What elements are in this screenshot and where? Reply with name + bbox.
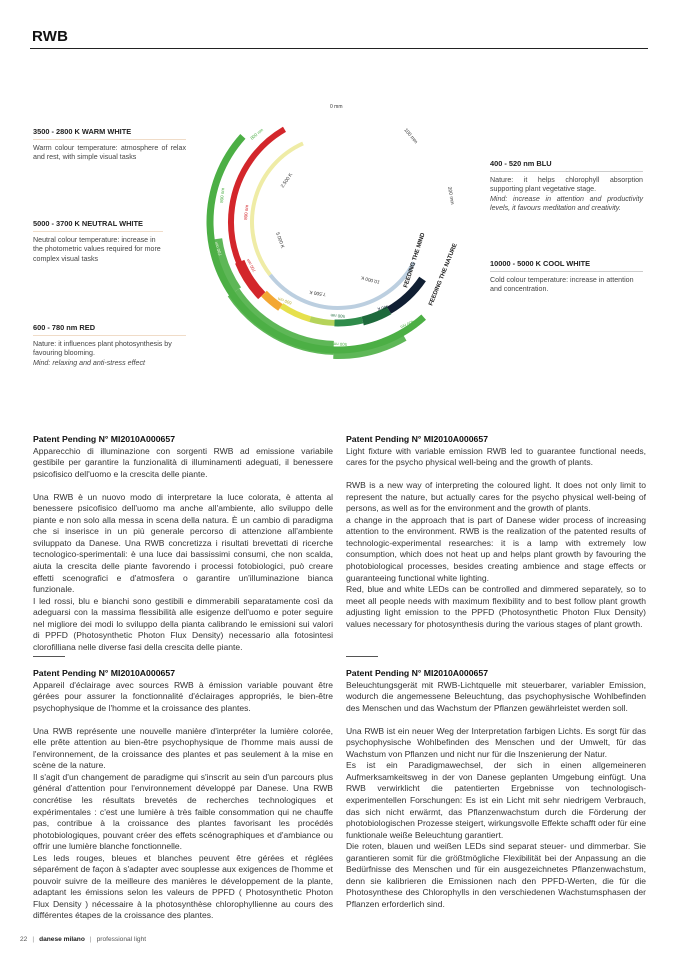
page-title: RWB [32, 28, 69, 45]
label-400k: 400 K [376, 304, 390, 312]
paragraph: Appareil d'éclairage avec sources RWB à émission variable pouvant être gérées pour assurer la fonctionnalité d'éclairages appropriés, le bien-être psychophysique de l'homme et la croissance des plantes. [33, 679, 333, 713]
legend-text: Warm colour temperature: atmosphere of relax and rest, with simple visual tasks [33, 144, 186, 162]
feeding-the-nature-label: FEEDING THE NATURE [428, 242, 459, 307]
paragraph: Una RWB ist ein neuer Weg der Interpretation farbigen Lichts. Es sorgt für das psychophysische Wohlbefinden des Menschen und der Umwelt, für das Wachstum von Pflanzen und nicht nur für die Inszenierung der Natur. [346, 725, 646, 759]
scale-label-0mm: 0 mm [330, 104, 343, 110]
section-heading: Patent Pending N° MI2010A000657 [33, 434, 176, 444]
section-german [346, 668, 646, 910]
scale-label-200mm: 200 mm [446, 186, 456, 206]
legend-heading: 600 - 780 nm RED [33, 323, 186, 336]
darkgreen-arc [363, 310, 389, 321]
paragraph: Una RWB représente une nouvelle manière d'interpréter la lumière colorée, elle prête attention au bien-être psychophysique de l'homme mais aussi de l'environnement, de la croissance des plantes et pas seulement à la mise en scène de la nature. [33, 725, 333, 771]
section-heading: Patent Pending N° MI2010A000657 [346, 434, 489, 444]
section-french [33, 668, 333, 922]
label-700nm-green: 700 nm [213, 241, 223, 257]
footer-section: professional light [96, 936, 147, 943]
label-500nm: 500 nm [330, 312, 346, 319]
paragraph: RWB is a new way of interpreting the coloured light. It does not only limit to represent the nature, but actually cares for the psycho physical well-being of persons, as well as for the environment and the growth of plants. [346, 480, 646, 514]
legend-heading: 3500 - 2800 K WARM WHITE [33, 127, 186, 140]
legend-neutral-white [33, 219, 163, 264]
footer-brand: danese milano [39, 936, 85, 943]
section-heading: Patent Pending N° MI2010A000657 [346, 668, 489, 678]
paragraph: a change in the approach that is part of Danese wider process of increasing attention to the environment. RWB is the realization of the patented results of technologic-experimental researches: it is a lamp with extremely low consumption, which does not heat up and helps plant growth by favouring the photobiological processes, besides creating ambience and stage effects or guaranteeing functional white lighting. [346, 514, 646, 583]
section-english [346, 434, 646, 630]
paragraph: Apparecchio di illuminazione con sorgenti RWB ad emissione variabile gestibile per garantire la funzionalità di illuminamenti adeguati, il benessere psicofisico dell'uomo e la crescita delle piante. [33, 445, 333, 479]
green-arc [334, 320, 362, 323]
paragraph: Es ist ein Paradigmawechsel, der sich in einen allgemeineren Aufmerksamkeitsweg in der von Danese geplanten Umgebung einfügt. Una RWB verwirklicht die patentierten Ergebnisse von technologisch-experimentellen Forschungen: Es ist ein Licht mit sehr niedrigem Verbrauch, das sich nicht erwärmt, das Pflanzenwachstum durch die Förderung der photobiologischen Prozesse steigert, wirkungsvolle Effekte schafft oder für eine funktionale weiße Beleuchtung garantiert. [346, 760, 646, 840]
label-7500k: 7.500 K [309, 288, 327, 296]
legend-heading: 10000 - 5000 K COOL WHITE [490, 259, 643, 272]
legend-text: Cold colour temperature: increase in attention and concentration. [490, 276, 634, 294]
legend-text: Nature: it helps chlorophyll absorption supporting plant vegetative stage. [490, 176, 643, 194]
legend-red [33, 323, 186, 368]
legend-cool-white [490, 259, 643, 295]
legend-mind-text: Mind: increase in attention and productivity levels, it favours meditation and creativity. [490, 194, 643, 212]
paragraph: Una RWB è un nuovo modo di interpretare la luce colorata, è attenta al benessere psicofisico dell'uomo ma anche all'ambiente, allo sviluppo delle piante e non solo alla messa in scena della natura. È un cambio di paradigma che si inserisce in un più generale percorso di attenzione all'ambiente sviluppato da Danese. Una RWB concretizza i risultati brevettati di ricerche tecnologico-sperimentali: è una luce dai bassissimi consumi, che non scalda, aiuta la crescita delle piante favorendo i processi fotobiologici, può creare effetti scenografici e d'atmosfera o garantire un'illuminazione bianca funzionale. [33, 491, 333, 595]
label-800nm-outer: 800 nm [249, 127, 265, 141]
section-italian [33, 434, 333, 653]
label-600nm: 600 nm [277, 296, 293, 306]
label-5000k: 5.000 K [274, 231, 285, 250]
legend-warm-white [33, 127, 186, 163]
paragraph: Les leds rouges, bleues et blanches peuvent être gérées et réglées séparément de façon à s'adapter avec souplesse aux exigences de l'homme et pouvoir suivre de la meilleure des manières le développement de la plante, adaptant les émissions selon les valeurs de PPFD ( Photosynthetic Photon Flux Density ) nécessaire à la photosynthèse chlorophyllienne au cours des différentes étapes de la croissance des plantes. [33, 852, 333, 921]
label-10000k: 10.000 K [360, 274, 381, 284]
feeding-the-mind-label: FEEDING THE MIND [403, 232, 427, 289]
yellow-arc [282, 306, 311, 319]
warm-white-arc [252, 143, 303, 275]
section-heading: Patent Pending N° MI2010A000657 [33, 668, 176, 678]
legend-heading: 400 - 520 nm BLU [490, 159, 643, 172]
scale-label-100mm: 100 mm [402, 127, 419, 146]
page-footer: 22 | danese milano | professional light [20, 936, 147, 943]
paragraph: Il s'agit d'un changement de paradigme qui s'inscrit au sein d'un parcours plus général d'attention pour l'environnement développé par Danese. Una RWB concrétise les résultats brevetés de recherches technologiques et expérimentales : c'est une lumière à très faible consommation qui ne chauffe pas, contribue à la croissance des plantes favorisant les procédés photobiologiques, pouvant créer des effets scénographiques et d'ambiance ou offrir une lumière blanche fonctionnelle. [33, 771, 333, 852]
paragraph: Die roten, blauen und weißen LEDs sind separat steuer- und dimmerbar. Sie garantieren somit für die größtmögliche Flexibilität bei der Anpassung an die Bedürfnisse des Menschen und für ein ausgezeichnetes Pflanzenwachstum, denn sie kalibrieren die Emissionen nach den PPFD-Werten, die für die Photosynthese des Chlorophylls in den verschiedenen Wachstumsphasen der Pflanzen erforderlich sind. [346, 841, 646, 909]
legend-mind-text: Mind: relaxing and anti-stress effect [33, 358, 145, 367]
yellowgreen-arc [310, 319, 334, 323]
legend-text: Nature: it influences plant photosynthesis by favouring blooming. [33, 340, 172, 358]
label-400nm: 400 nm [399, 319, 415, 330]
paragraph: Light fixture with variable emission RWB led to guarantee functional needs, cares for the psycho physical well-being and the growth of plants. [346, 445, 646, 468]
label-800nm-red: 800 nm [243, 204, 250, 221]
label-800nm-vertical: 800 nm [219, 187, 226, 204]
paragraph: I led rossi, blu e bianchi sono gestibili e dimmerabili separatamente così da adeguarsi con la massima flessibilità alle esigenze dell'uomo e poter seguire nel migliore dei modi lo sviluppo della pianta calibrando le emissioni sui valori di PPFD (Photosynthetic Photon Flux Density) necessario alla fotosintesi clorofilliana nelle diverse fasi della crescita delle piante. [33, 595, 333, 652]
paragraph: Beleuchtungsgerät mit RWB-Lichtquelle mit steuerbarer, variabler Emission, wodurch die angemessene Beleuchtung, das psychophysische Wohlbefinden des Menschen und das Wachstum der Pflanzen gewährleistet werden soll. [346, 679, 646, 713]
legend-heading: 5000 - 3700 K NEUTRAL WHITE [33, 219, 163, 232]
page-number: 22 [20, 936, 28, 943]
section-divider [346, 656, 378, 657]
section-divider [33, 656, 65, 657]
label-2500k: 2.500 K [280, 172, 295, 190]
legend-text: Neutral colour temperature: increase in the photometric values required for more complex visual tasks [33, 236, 161, 263]
legend-blue [490, 159, 643, 213]
label-700nm: 700 nm [245, 258, 257, 273]
paragraph: Red, blue and white LEDs can be controlled and dimmered separately, so to meet all people needs with maximum flexibility and to best follow plant growth adjusting light emission to the PPFD (Photosynthetic Photon Flux Density) values necessary for photosynthesis during the various stages of plant growth. [346, 584, 646, 629]
label-500nm-outer: 500 nm [332, 341, 348, 347]
